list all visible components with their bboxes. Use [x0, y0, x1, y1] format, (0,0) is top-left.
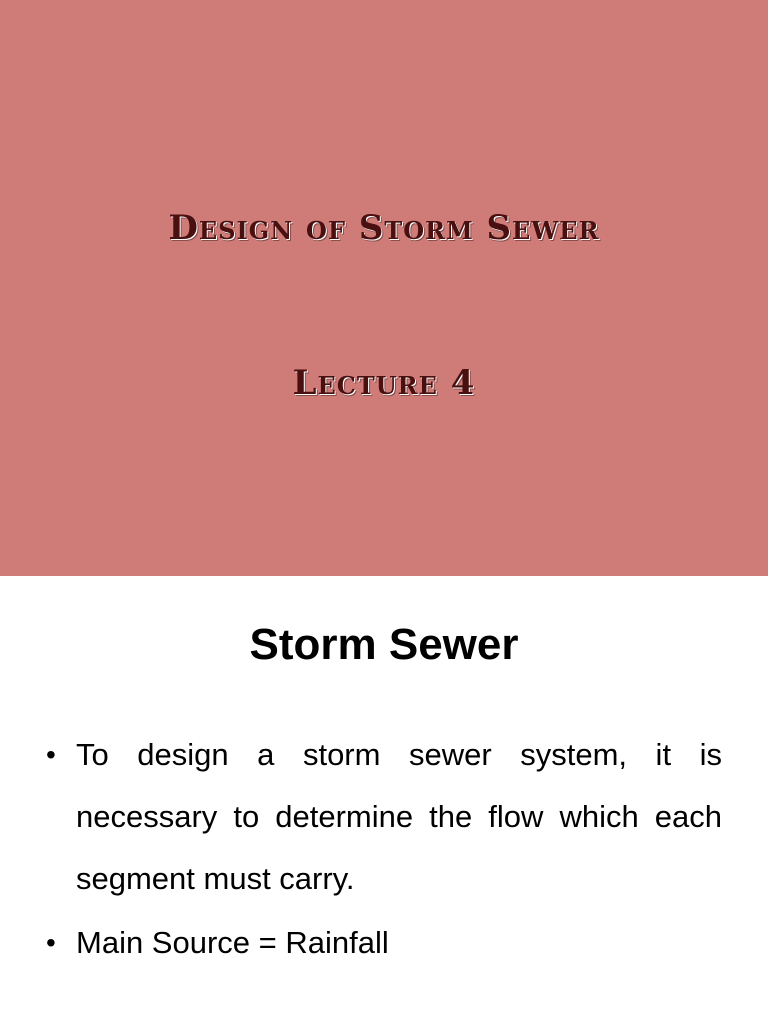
slide-subtitle: Lecture 4	[292, 363, 476, 403]
bullet-text: To design a storm sewer system, it is necessary to determine the flow which each segment must carry.	[76, 737, 722, 896]
bullet-item	[46, 724, 722, 910]
content-heading: Storm Sewer	[249, 620, 519, 669]
bullet-marker: •	[46, 739, 56, 770]
bullet-list	[46, 724, 722, 974]
bullet-text: Main Source = Rainfall	[76, 925, 389, 960]
content-slide	[0, 576, 768, 1024]
bullet-item	[46, 912, 722, 974]
bullet-marker: •	[46, 927, 56, 958]
slide-title: Design of Storm Sewer	[168, 208, 600, 248]
